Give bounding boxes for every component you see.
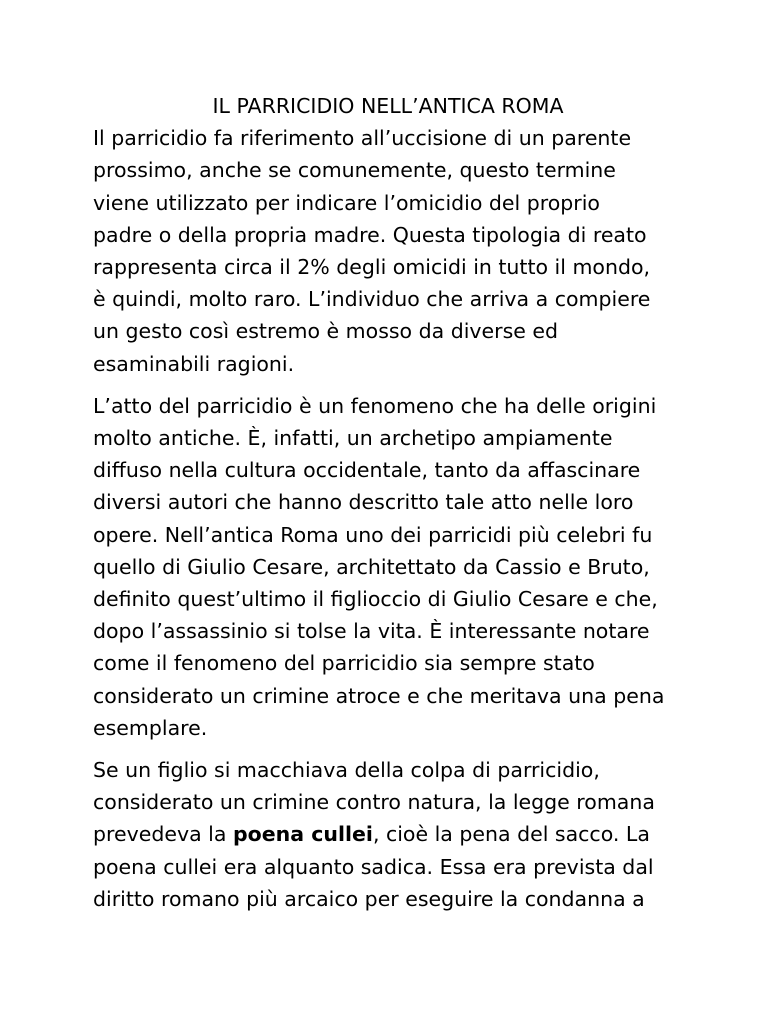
text-line: esaminabili ragioni. bbox=[93, 351, 295, 376]
text-run: prevedeva la bbox=[93, 822, 233, 847]
text-line: L’atto del parricidio è un fenomeno che ha delle origini bbox=[93, 393, 657, 418]
text-line: considerato un crimine atroce e che meritava una pena bbox=[93, 683, 665, 708]
text-line: diversi autori che hanno descritto tale atto nelle loro bbox=[93, 490, 634, 515]
paragraph-3 bbox=[93, 754, 683, 915]
text-line: molto antiche. È, infatti, un archetipo ampiamente bbox=[93, 426, 613, 451]
paragraph-1 bbox=[93, 122, 683, 380]
paragraph-2 bbox=[93, 390, 683, 744]
text-line: Se un figlio si macchiava della colpa di parricidio, bbox=[93, 758, 600, 783]
text-line: definito quest’ultimo il figlioccio di Giulio Cesare e che, bbox=[93, 587, 658, 612]
document-title: IL PARRICIDIO NELL’ANTICA ROMA bbox=[212, 94, 564, 118]
text-line: opere. Nell’antica Roma uno dei parricidi più celebri fu bbox=[93, 522, 653, 547]
text-line: considerato un crimine contro natura, la legge romana bbox=[93, 790, 655, 815]
text-line: è quindi, molto raro. L’individuo che arriva a compiere bbox=[93, 287, 651, 312]
text-line: Il parricidio fa riferimento all’uccisione di un parente bbox=[93, 126, 632, 151]
text-line: diffuso nella cultura occidentale, tanto da affascinare bbox=[93, 458, 641, 483]
text-line: diritto romano più arcaico per eseguire la condanna a bbox=[93, 886, 645, 911]
text-line: viene utilizzato per indicare l’omicidio del proprio bbox=[93, 190, 600, 215]
text-line: un gesto così estremo è mosso da diverse ed bbox=[93, 319, 559, 344]
document-body bbox=[93, 88, 683, 925]
text-run: , cioè la pena del sacco. La bbox=[372, 822, 650, 847]
text-line: come il fenomeno del parricidio sia sempre stato bbox=[93, 651, 595, 676]
text-line: rappresenta circa il 2% degli omicidi in tutto il mondo, bbox=[93, 255, 651, 280]
text-line-with-bold bbox=[93, 818, 683, 850]
text-line: prossimo, anche se comunemente, questo termine bbox=[93, 158, 616, 183]
bold-term: poena cullei bbox=[232, 822, 373, 847]
text-line: padre o della propria madre. Questa tipologia di reato bbox=[93, 222, 647, 247]
text-line: poena cullei era alquanto sadica. Essa era prevista dal bbox=[93, 854, 654, 879]
text-line: dopo l’assassinio si tolse la vita. È interessante notare bbox=[93, 619, 650, 644]
text-line: esemplare. bbox=[93, 715, 208, 740]
text-line: quello di Giulio Cesare, architettato da Cassio e Bruto, bbox=[93, 554, 650, 579]
